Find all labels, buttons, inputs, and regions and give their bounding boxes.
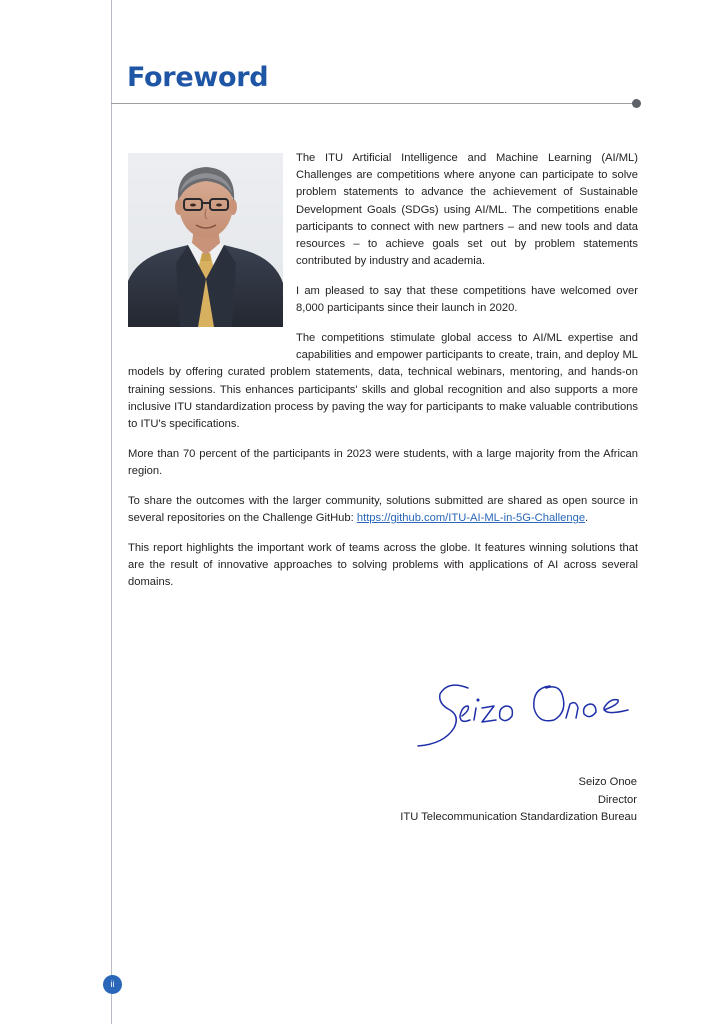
foreword-body: [128, 150, 638, 604]
handwritten-signature: [410, 672, 635, 757]
paragraph-5-text: To share the outcomes with the larger community, solutions submitted are shared as open source in several repositories on the Challenge GitHub:: [128, 494, 638, 525]
paragraph-6: This report highlights the important work of teams across the globe. It features winning solutions that are the result of innovative approaches to solving problems with applications of AI across several domains.: [128, 541, 638, 589]
paragraph-5-end: .: [585, 512, 589, 525]
paragraph-3: The competitions stimulate global access to AI/ML expertise and capabilities and empower participants to create, train, and deploy ML models by offering curated problem statements, data, technical webinars, mentoring, and hands-on training sessions. This enhances participants' skills and global recognition and also supports a more inclusive ITU standardization process by paving the way for participants to make valuable contributions to ITU's specifications.: [128, 332, 638, 431]
signature-drawing: [410, 672, 635, 757]
title-divider: [111, 103, 636, 104]
title-divider-dot: [632, 99, 641, 108]
paragraph-1: The ITU Artificial Intelligence and Machine Learning (AI/ML) Challenges are competitions where anyone can participate to solve problem statements to advance the achievement of Sustainable Development Goals (SDGs) using AI/ML. The competitions enable participants to connect with new partners – and new tools and data resources – to achieve goals set out by problem statements contributed by industry and academia.: [296, 152, 638, 268]
signatory-name: Seizo Onoe: [578, 776, 637, 788]
paragraph-4: More than 70 percent of the participants in 2023 were students, with a large majority from the African region.: [128, 447, 638, 478]
signatory-role: Director: [597, 793, 637, 806]
signature-block: [400, 774, 637, 827]
github-link[interactable]: https://github.com/ITU-AI-ML-in-5G-Challenge: [356, 512, 586, 525]
photo-spacer: [128, 150, 296, 360]
margin-rule: [111, 0, 112, 1024]
paragraph-2: I am pleased to say that these competitions have welcomed over 8,000 participants since their launch in 2020.: [296, 285, 638, 315]
signatory-organization: ITU Telecommunication Standardization Bureau: [400, 811, 637, 823]
paragraph-5: [128, 493, 638, 527]
page-number: ii: [103, 975, 122, 994]
page-title: Foreword: [127, 62, 269, 93]
